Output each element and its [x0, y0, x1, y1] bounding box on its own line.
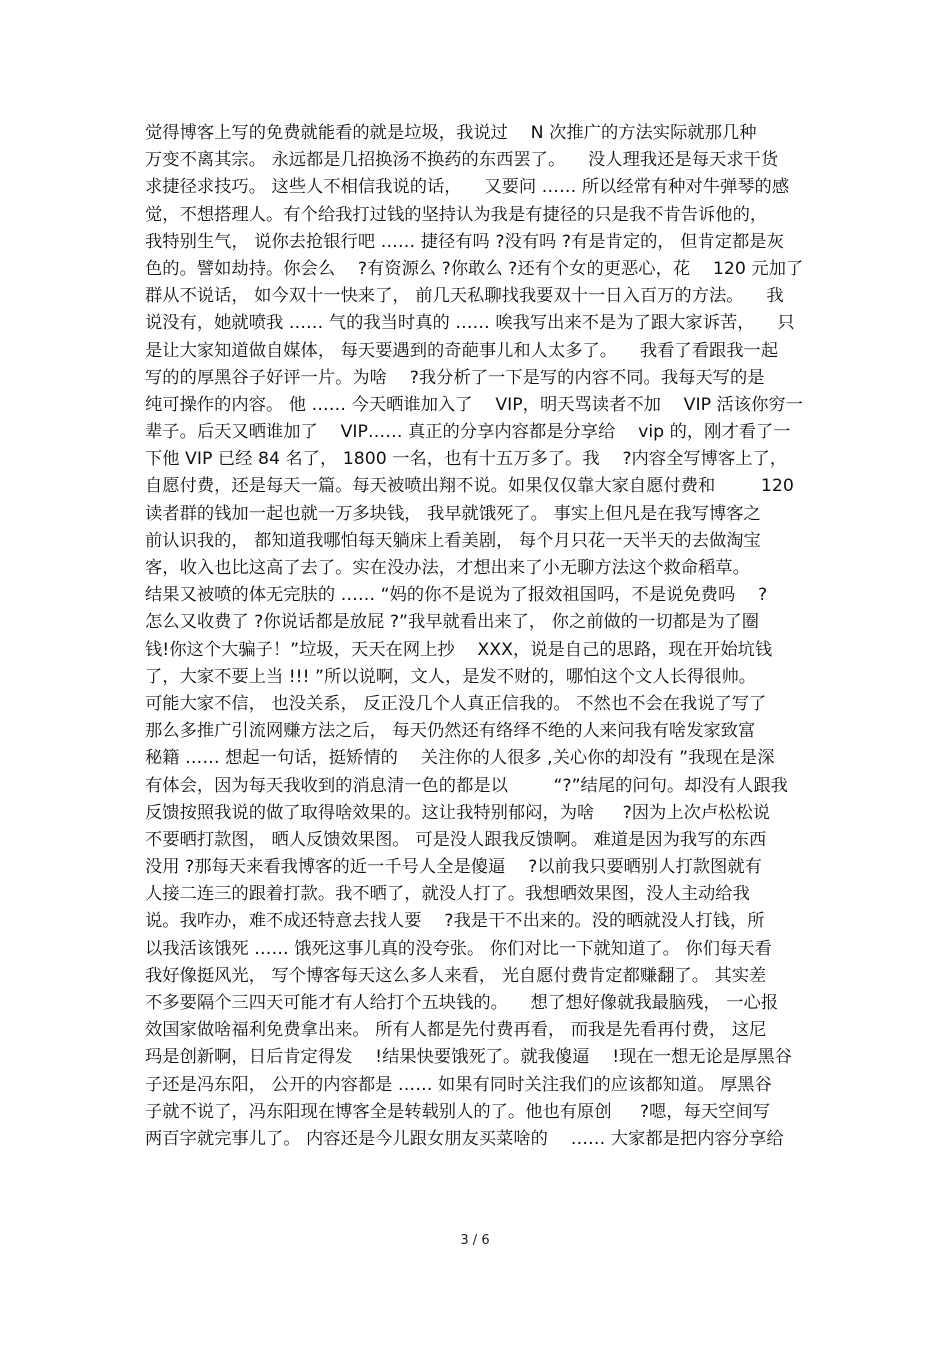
text-line: 人接二连三的跟着打款。我不晒了，就没人打了。我想晒效果图，没人主动给我: [145, 884, 750, 905]
text-line: 前认识我的， 都知道我哪怕每天躺床上看美剧， 每个月只花一天半天的去做淘宝: [145, 530, 761, 551]
text-line: 辈子。后天又晒谁加了 VIP…… 真正的分享内容都是分享给 vip 的，刚才看了一: [145, 422, 791, 443]
page-number: 3 / 6: [460, 1233, 490, 1248]
text-line: 我特别生气， 说你去抢银行吧 …… 捷径有吗 ?没有吗 ?有是肯定的， 但肯定都是灰: [145, 231, 784, 252]
text-line: 没用 ?那每天来看我博客的近一千号人全是傻逼 ?以前我只要晒别人打款图就有: [145, 857, 762, 878]
body-text: [145, 120, 815, 1153]
text-line: 求捷径求技巧。 这些人不相信我说的话， 又要问 …… 所以经常有种对牛弹琴的感: [145, 177, 790, 198]
text-line: 纯可操作的内容。 他 …… 今天晒谁加入了 VIP，明天骂读者不加 VIP 活该你穷一: [145, 394, 803, 415]
text-line: 群从不说话， 如今双十一快来了， 前几天私聊找我要双十一日入百万的方法。 我: [145, 286, 784, 307]
text-line: 下他 VIP 已经 84 名了， 1800 一名，也有十五万多了。我 ?内容全写博客上了，: [145, 449, 788, 470]
text-line: 结果又被喷的体无完肤的 …… “妈的你不是说为了报效祖国吗，不是说免费吗 ?: [145, 585, 768, 606]
text-line: 秘籍 …… 想起一句话，挺矫情的 关注你的人很多 ,关心你的却没有 ”我现在是深: [145, 748, 775, 769]
text-line: 不要晒打款图， 晒人反馈效果图。 可是没人跟我反馈啊。 难道是因为我写的东西: [145, 829, 767, 850]
text-line: 怎么又收费了 ?你说话都是放屁 ?”我早就看出来了， 你之前做的一切都是为了圈: [145, 612, 760, 633]
text-line: 反馈按照我说的做了取得啥效果的。这让我特别郁闷，为啥 ?因为上次卢松松说: [145, 802, 771, 823]
text-line: 子还是冯东阳， 公开的内容都是 …… 如果有同时关注我们的应该都知道。 厚黑谷: [145, 1074, 772, 1095]
text-line: 子就不说了，冯东阳现在博客全是转载别人的了。他也有原创 ?嗯，每天空间写: [145, 1101, 771, 1122]
text-line: 色的。譬如劫持。你会么 ?有资源么 ?你敢么 ?还有个女的更恶心，花 120 元加了: [145, 258, 804, 279]
text-line: 可能大家不信， 也没关系， 反正没几个人真正信我的。 不然也不会在我说了写了: [145, 693, 767, 714]
text-line: 说没有，她就喷我 …… 气的我当时真的 …… 唉我写出来不是为了跟大家诉苦， 只: [145, 313, 795, 334]
text-line: 说。我咋办，难不成还特意去找人要 ?我是干不出来的。没的晒就没人打钱，所: [145, 911, 765, 932]
text-line: 玛是创新啊，日后肯定得发 !结果快要饿死了。就我傻逼 !现在一想无论是厚黑谷: [145, 1047, 792, 1068]
text-line: 我好像挺风光， 写个博客每天这么多人来看， 光自愿付费肯定都赚翻了。 其实差: [145, 965, 767, 986]
text-line: 觉，不想搭理人。有个给我打过钱的坚持认为我是有捷径的只是我不肯告诉他的，: [145, 204, 768, 225]
text-line: 了，大家不要上当 !!! ”所以说啊，文人，是发不财的，哪怕这个文人长得很帅。: [145, 666, 757, 687]
text-line: 两百字就完事儿了。 内容还是今儿跟女朋友买菜啥的 …… 大家都是把内容分享给: [145, 1128, 784, 1149]
text-line: 万变不离其宗。 永远都是几招换汤不换药的东西罢了。 没人理我还是每天求干货: [145, 150, 779, 171]
text-line: 是让大家知道做自媒体， 每天要遇到的奇葩事儿和人太多了。 我看了看跟我一起: [145, 340, 779, 361]
text-line: 钱!你这个大骗子！”垃圾，天天在网上抄 XXX，说是自己的思路，现在开始坑钱: [145, 639, 773, 660]
text-line: 写的的厚黑谷子好评一片。为啥 ?我分析了一下是写的内容不同。我每天写的是: [145, 367, 765, 388]
text-line: 那么多推广引流网赚方法之后， 每天仍然还有络绎不绝的人来问我有啥发家致富: [145, 721, 756, 742]
text-line: 自愿付费，还是每天一篇。每天被喷出翔不说。如果仅仅靠大家自愿付费和 120: [145, 476, 794, 497]
text-line: 有体会，因为每天我收到的消息清一色的都是以 “?”结尾的问句。却没有人跟我: [145, 775, 788, 796]
text-line: 读者群的钱加一起也就一万多块钱， 我早就饿死了。 事实上但凡是在我写博客之: [145, 503, 761, 524]
text-line: 觉得博客上写的免费就能看的就是垃圾，我说过 N 次推广的方法实际就那几种: [145, 123, 757, 143]
text-line: 客，收入也比这高了去了。实在没办法，才想出来了小无聊方法这个救命稻草。: [145, 558, 750, 578]
text-line: 以我活该饿死 …… 饿死这事儿真的没夸张。 你们对比一下就知道了。 你们每天看: [145, 938, 772, 959]
text-line: 效国家做啥福利免费拿出来。 所有人都是先付费再看， 而我是先看再付费， 这尼: [145, 1020, 767, 1041]
text-line: 不多要隔个三四天可能才有人给打个五块钱的。 想了想好像就我最脑残， 一心报: [145, 993, 779, 1013]
